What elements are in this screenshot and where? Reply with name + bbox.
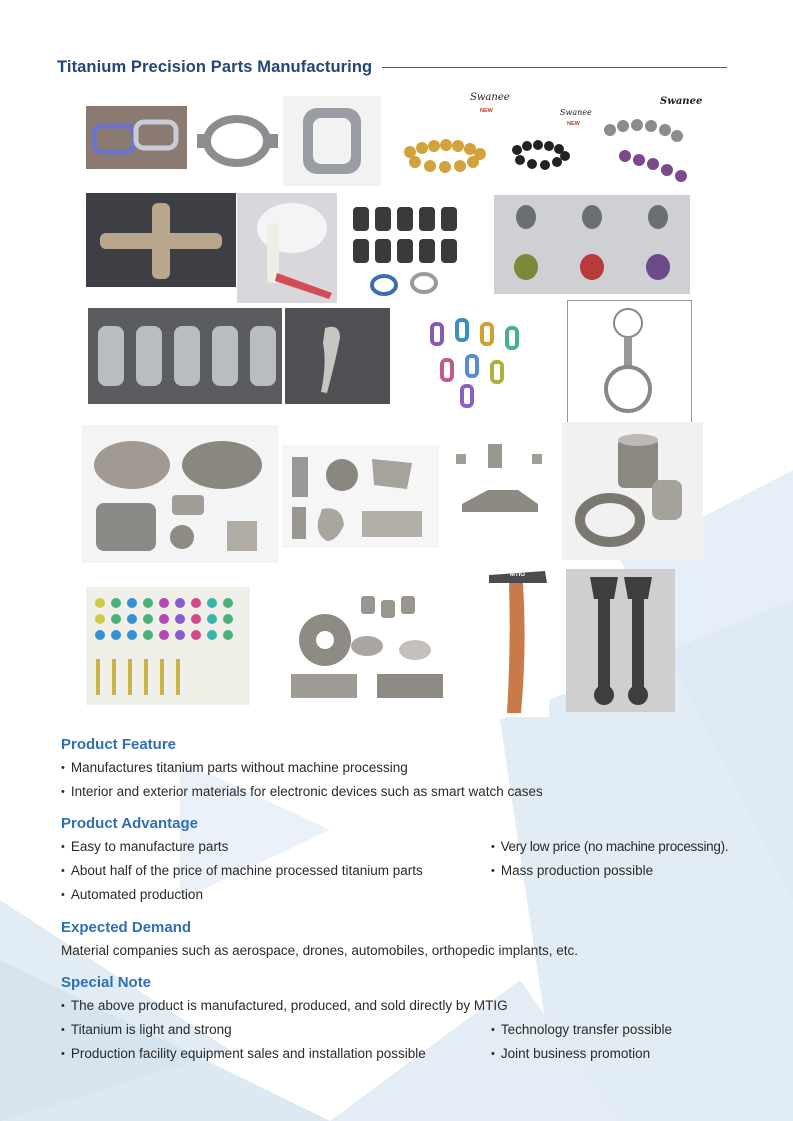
photo-screws-tray — [86, 587, 250, 705]
feature-item: • Manufactures titanium parts without machine processing — [61, 760, 408, 775]
advantage-item-right: • Very low price (no machine processing). — [491, 839, 728, 854]
photo-zipper-pulls — [412, 310, 542, 410]
photo-gear-parts — [285, 580, 448, 707]
brand-mark-2: Swanee — [560, 108, 592, 117]
photo-bracket — [448, 434, 550, 524]
photo-small-parts — [282, 445, 439, 548]
demand-title: Expected Demand — [61, 919, 192, 936]
photo-nozzles — [88, 308, 282, 404]
brand-mark-3: Swanee — [660, 96, 703, 107]
photo-titanium-rings — [349, 197, 469, 305]
note-item: • Production facility equipment sales and installation possible — [61, 1046, 426, 1061]
title-rule — [382, 67, 727, 68]
advantage-item-right: • Mass production possible — [491, 863, 653, 878]
photo-hammer — [487, 567, 549, 717]
advantage-item: • Automated production — [61, 887, 203, 902]
brand-new-2: NEW — [567, 121, 580, 127]
note-item-right: • Joint business promotion — [491, 1046, 650, 1061]
photo-bracelets — [395, 90, 703, 190]
photo-cylinders — [562, 422, 703, 560]
photo-earphones — [494, 195, 690, 294]
page-title: Titanium Precision Parts Manufacturing — [57, 57, 373, 76]
photo-ring-bezel — [195, 110, 280, 172]
photo-watch-bezels — [86, 106, 187, 169]
demand-text: Material companies such as aerospace, drones, automobiles, orthopedic implants, etc. — [61, 943, 579, 958]
note-item: • The above product is manufactured, produced, and sold directly by MTIG — [61, 998, 508, 1013]
note-item-right: • Technology transfer possible — [491, 1022, 672, 1037]
brand-new-1: NEW — [480, 108, 493, 114]
photo-cross-pendant — [86, 193, 236, 287]
note-title: Special Note — [61, 974, 152, 991]
photo-cast-parts — [82, 425, 278, 563]
photo-keychain — [567, 300, 692, 425]
advantage-item: • Easy to manufacture parts — [61, 839, 228, 854]
page-header — [57, 56, 727, 78]
advantage-title: Product Advantage — [61, 815, 198, 832]
brand-mark-1: Swanee — [470, 92, 510, 103]
photo-wrenches — [566, 569, 675, 712]
photo-watch-case — [283, 96, 381, 186]
advantage-item: • About half of the price of machine processed titanium parts — [61, 863, 423, 878]
photo-lever — [285, 308, 390, 404]
note-item: • Titanium is light and strong — [61, 1022, 232, 1037]
photo-jar-lid — [237, 193, 337, 303]
feature-item: • Interior and exterior materials for electronic devices such as smart watch cases — [61, 784, 543, 799]
feature-title: Product Feature — [61, 736, 177, 753]
hammer-label: MTIG — [510, 572, 525, 578]
